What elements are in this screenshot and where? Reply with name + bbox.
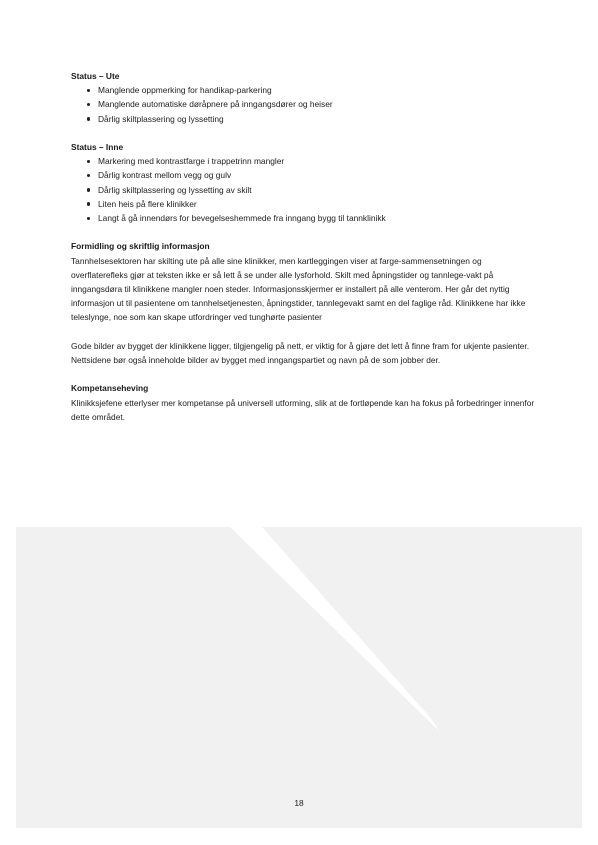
section-status-inne (71, 140, 539, 225)
section-heading: Status – Ute (71, 71, 120, 81)
bullet-list (71, 154, 539, 225)
list-item: Liten heis på flere klinikker (98, 197, 539, 211)
document-body (71, 69, 539, 424)
paragraph: Tannhelsesektoren har skilting ute på alle sine klinikker, men kartleggingen viser at farge-sammensetningen og overflaterefleks gjør at teksten ikke er så lett å se under alle lysforhold. Skilt med åpningstider og tannlege-vakt på inngangsdøra til klinikkene mangler noen steder. Informasjonsskjermer er installert på alle venterom. Her går det nyttig informasjon ut til pasientene om tannhelsetjenesten, åpningstider, tannlegevakt samt en del faglige råd. Klinikkene har ikke teleslynge, noe som kan skape utfordringer ved tunghørte pasienter (71, 255, 526, 323)
paragraph: Klinikksjefene etterlyser mer kompetanse på universell utforming, slik at de fortløpende kan ha fokus på forbedringer innenfor dette området. (71, 397, 535, 422)
list-item: Markering med kontrastfarge i trappetrinn mangler (98, 154, 539, 168)
section-heading: Formidling og skriftlig informasjon (71, 241, 210, 252)
list-item: Manglende oppmerking for handikap-parkering (98, 83, 539, 97)
section-heading: Status – Inne (71, 142, 124, 152)
paragraph: Gode bilder av bygget der klinikkene ligger, tilgjengelig på nett, er viktig for å gjøre det lett å finne fram for ukjente pasienter. Nettsidene bør også inneholde bilder av bygget med inngangspartiet og navn på de som jobber der. (71, 340, 530, 366)
bullet-list (71, 83, 539, 126)
list-item: Dårlig skiltplassering og lyssetting av skilt (98, 183, 539, 197)
list-item: Dårlig skiltplassering og lyssetting (98, 112, 539, 126)
section-status-ute (71, 69, 539, 126)
list-item: Langt å gå innendørs for bevegelseshemmede fra inngang bygg til tannklinikk (98, 211, 539, 225)
page-number: 18 (294, 798, 304, 808)
list-item: Manglende automatiske døråpnere på inngangsdører og heiser (98, 97, 539, 111)
list-item: Dårlig kontrast mellom vegg og gulv (98, 168, 539, 182)
section-heading: Kompetanseheving (71, 383, 149, 394)
section-kompetanse (71, 381, 539, 424)
section-formidling (71, 239, 539, 367)
